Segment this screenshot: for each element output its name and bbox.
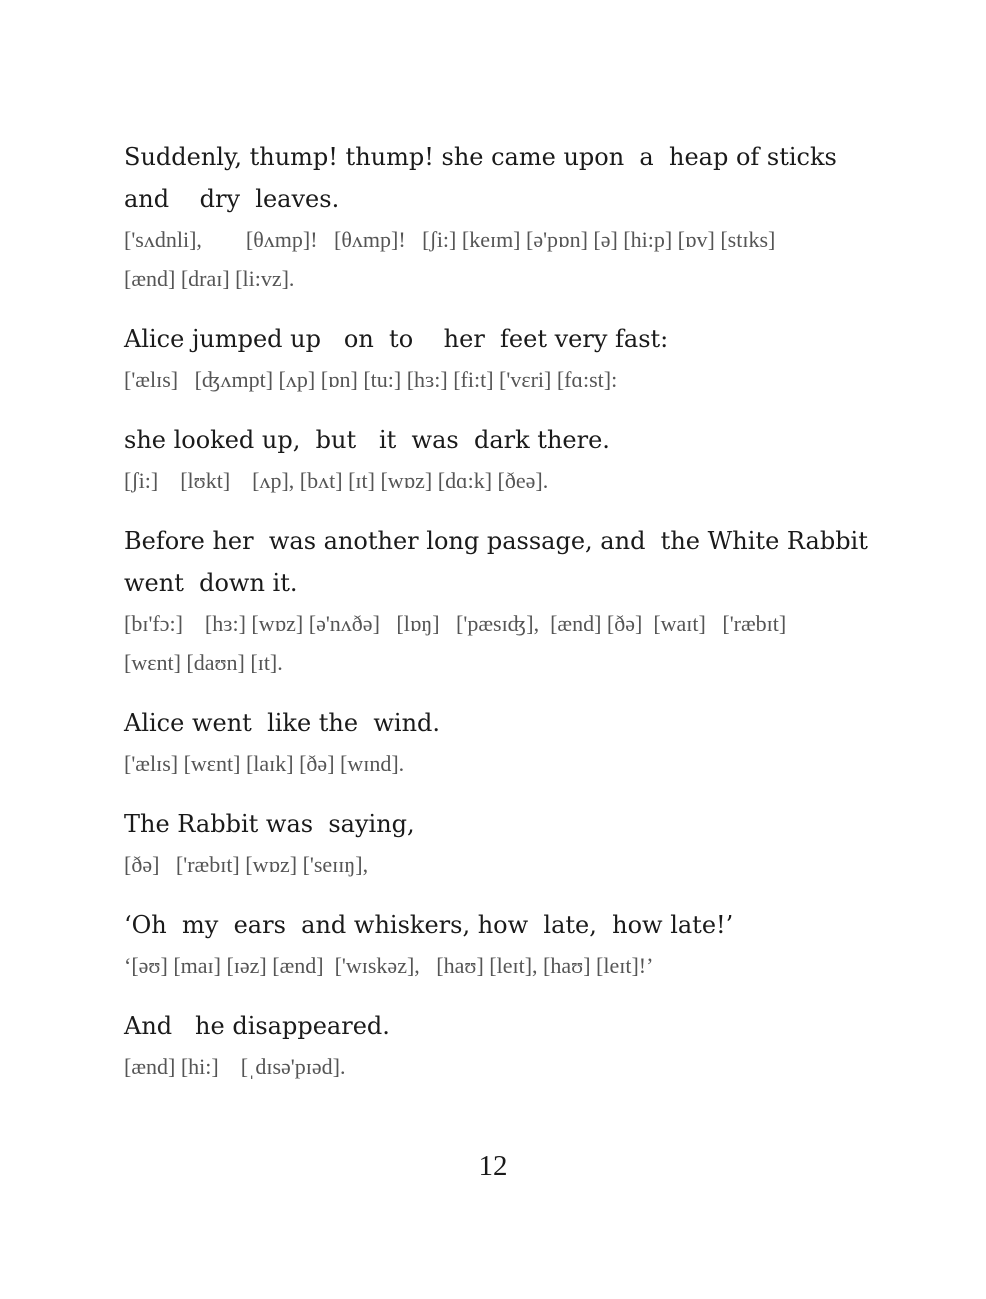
phonetic-line: ‘[əʊ] [maɪ] [ɪəz] [ænd] ['wɪskəz], [haʊ] [leɪt], [haʊ] [leɪt]!’ bbox=[124, 953, 654, 978]
english-line: Alice went like the wind. bbox=[124, 709, 441, 737]
sentence-entry bbox=[124, 1005, 884, 1086]
page-number: 12 bbox=[478, 1150, 508, 1182]
english-line: and dry leaves. bbox=[124, 185, 340, 213]
sentence-entry bbox=[124, 136, 884, 298]
phonetic-line: [ðə] ['ræbɪt] [wɒz] ['seɪɪŋ], bbox=[124, 852, 369, 877]
english-line: she looked up, but it was dark there. bbox=[124, 426, 610, 454]
sentence-entry bbox=[124, 318, 884, 399]
english-line: Alice jumped up on to her feet very fast: bbox=[124, 325, 669, 353]
english-line: Suddenly, thump! thump! she came upon a heap of sticks bbox=[124, 143, 837, 171]
english-line: And he disappeared. bbox=[124, 1012, 390, 1040]
phonetic-line: [wɛnt] [daʊn] [ɪt]. bbox=[124, 650, 283, 675]
phonetic-line: [ænd] [hi:] [ˌdɪsə'pɪəd]. bbox=[124, 1054, 346, 1079]
phonetic-line: [ʃi:] [lʊkt] [ʌp], [bʌt] [ɪt] [wɒz] [dɑ:k] [ðeə]. bbox=[124, 468, 549, 493]
sentence-entry bbox=[124, 702, 884, 783]
sentence-entry bbox=[124, 419, 884, 500]
phonetic-line: ['sʌdnli], [θʌmp]! [θʌmp]! [ʃi:] [keɪm] [ə'pɒn] [ə] [hi:p] [ɒv] [stɪks] bbox=[124, 227, 776, 252]
phonetic-line: ['ælɪs] [wɛnt] [laɪk] [ðə] [wɪnd]. bbox=[124, 751, 405, 776]
sentence-entry bbox=[124, 904, 884, 985]
phonetic-line: [ænd] [draɪ] [li:vz]. bbox=[124, 266, 295, 291]
phonetic-line: ['ælɪs] [ʤʌmpt] [ʌp] [ɒn] [tu:] [hɜ:] [fi:t] ['vɛri] [fɑ:st]: bbox=[124, 367, 618, 392]
english-line: Before her was another long passage, and the White Rabbit bbox=[124, 527, 868, 555]
english-line: The Rabbit was saying, bbox=[124, 810, 415, 838]
sentence-entry bbox=[124, 520, 884, 682]
english-line: ‘Oh my ears and whiskers, how late, how late!’ bbox=[124, 911, 734, 939]
reading-passage bbox=[124, 136, 884, 1106]
english-line: went down it. bbox=[124, 569, 298, 597]
sentence-entry bbox=[124, 803, 884, 884]
phonetic-line: [bɪ'fɔ:] [hɜ:] [wɒz] [ə'nʌðə] [lɒŋ] ['pæsɪʤ], [ænd] [ðə] [waɪt] ['ræbɪt] bbox=[124, 611, 787, 636]
